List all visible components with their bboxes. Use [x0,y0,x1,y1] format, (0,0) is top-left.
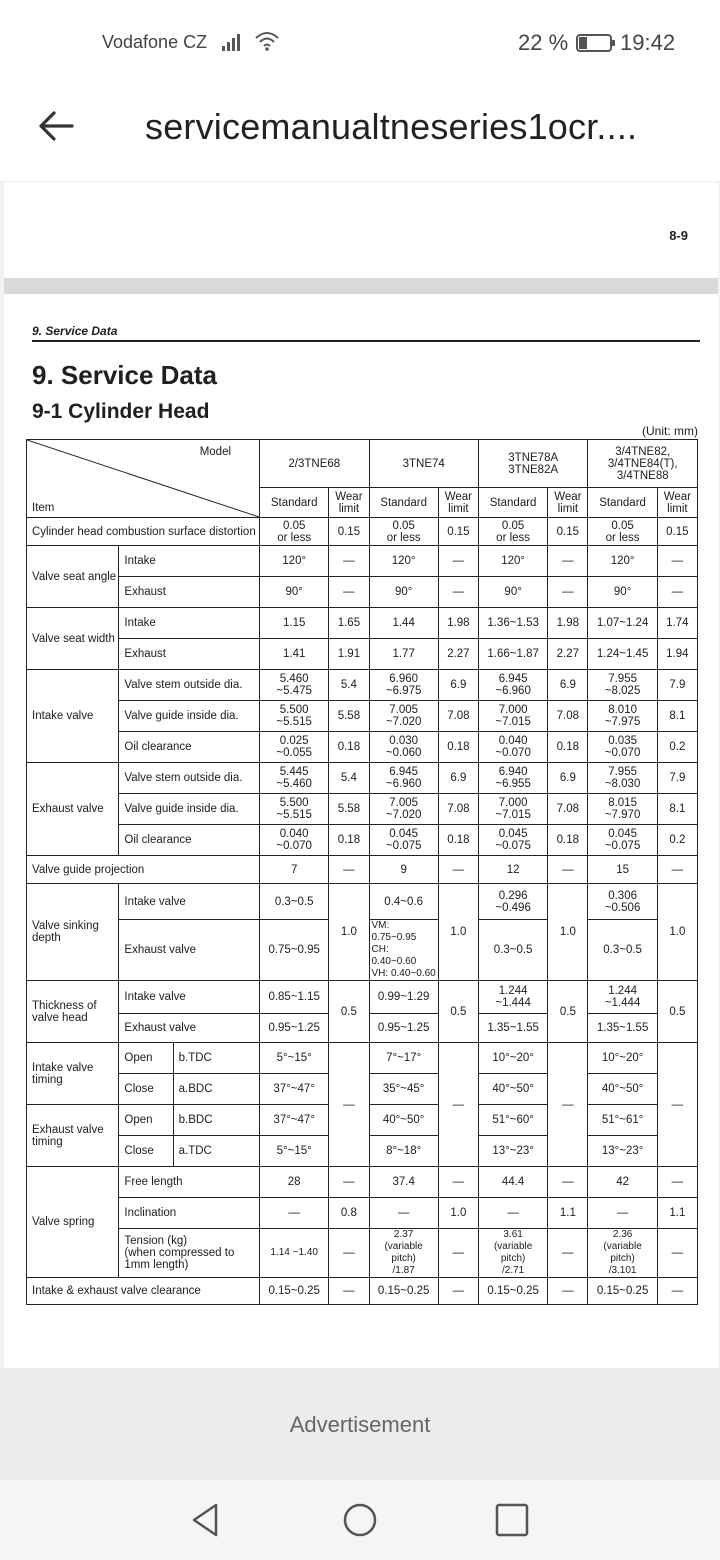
value-cell: 37.4 [369,1167,438,1198]
row-label: Inclination [119,1198,260,1229]
value-cell: — [438,1278,478,1305]
value-cell: 7.005 ~7.020 [369,794,438,825]
value-cell: — [548,856,588,884]
value-cell: 0.3~0.5 [260,884,329,920]
value-cell: 7.000 ~7.015 [478,701,547,732]
clock: 19:42 [620,30,676,55]
row-label: Intake [119,608,260,639]
row-label: Intake & exhaust valve clearance [27,1278,260,1305]
value-cell: 120° [478,546,547,577]
value-cell: 7°~17° [369,1043,438,1074]
value-cell: 1.15 [260,608,329,639]
row-group-label: Exhaust valve [27,763,119,856]
row-label: Intake valve [119,981,260,1014]
value-cell: 0.85~1.15 [260,981,329,1014]
row-label: Close [119,1136,173,1167]
value-cell: 1.0 [438,1198,478,1229]
row-group-label: Exhaust valve timing [27,1105,119,1167]
previous-page [4,182,718,278]
model-label: Model [199,446,232,458]
value-cell: 1.66~1.87 [478,639,547,670]
value-cell: 1.44 [369,608,438,639]
value-cell: 8.1 [657,794,697,825]
value-cell: — [329,1278,369,1305]
back-arrow-icon[interactable] [36,106,76,146]
value-cell: 10°~20° [478,1043,547,1074]
value-cell: 5.500 ~5.515 [260,794,329,825]
value-cell: 1.14 ~1.40 [260,1229,329,1278]
value-cell: 0.95~1.25 [260,1014,329,1043]
value-cell: 5.4 [329,763,369,794]
value-cell: 3.61 (variable pitch) /2.71 [478,1229,547,1278]
value-cell: 90° [588,577,657,608]
value-cell: 13°~23° [478,1136,547,1167]
advertisement-area[interactable] [0,1368,720,1480]
value-cell: 0.4~0.6 [369,884,438,920]
value-cell: 35°~45° [369,1074,438,1105]
row-group-label: Intake valve timing [27,1043,119,1105]
value-cell: 44.4 [478,1167,547,1198]
signal-icon [222,33,244,51]
value-cell: — [438,1043,478,1167]
wifi-icon [254,30,280,52]
value-cell: 1.244 ~1.444 [588,981,657,1014]
value-cell: 1.1 [657,1198,697,1229]
row-group-label: Valve seat width [27,608,119,670]
cylinder-head-spec-table [26,439,698,1305]
model-header: 2/3TNE68 [260,440,369,488]
row-label: Open [119,1105,173,1136]
value-cell: 1.0 [329,884,369,981]
value-cell: 0.035 ~0.070 [588,732,657,763]
value-cell: 1.77 [369,639,438,670]
value-cell: 90° [260,577,329,608]
value-cell: 37°~47° [260,1105,329,1136]
row-label: Oil clearance [119,732,260,763]
value-cell: 0.15~0.25 [478,1278,547,1305]
value-cell: 0.045 ~0.075 [369,825,438,856]
back-icon[interactable] [186,1500,226,1540]
value-cell: 7.08 [548,794,588,825]
value-cell: 7.9 [657,763,697,794]
value-cell: 0.05 or less [260,518,329,546]
row-group-label: Valve spring [27,1167,119,1278]
system-navigation-bar [0,1480,720,1560]
value-cell: 1.0 [548,884,588,981]
model-header: 3TNE74 [369,440,478,488]
value-cell: 0.306 ~0.506 [588,884,657,920]
standard-header: Standard [369,488,438,518]
row-label: Cylinder head combustion surface distortion [27,518,260,546]
wear-limit-header: Wear limit [438,488,478,518]
value-cell: 5.445 ~5.460 [260,763,329,794]
value-cell: 5.58 [329,794,369,825]
value-cell: 0.15~0.25 [588,1278,657,1305]
value-cell: 5.4 [329,670,369,701]
item-label: Item [32,502,55,514]
advertisement-label: Advertisement [289,1412,431,1437]
row-label: Exhaust [119,639,260,670]
row-label: Valve stem outside dia. [119,670,260,701]
value-cell: 7.08 [438,794,478,825]
value-cell: 2.27 [438,639,478,670]
value-cell: — [657,1229,697,1278]
value-cell: 1.244 ~1.444 [478,981,547,1014]
value-cell: — [548,546,588,577]
value-cell: 6.960 ~6.975 [369,670,438,701]
value-cell: 8°~18° [369,1136,438,1167]
row-label: Intake [119,546,260,577]
value-cell: 1.36~1.53 [478,608,547,639]
value-cell: 0.2 [657,825,697,856]
row-group-label: Valve sinking depth [27,884,119,981]
value-cell: 0.15 [657,518,697,546]
row-group-label: Intake valve [27,670,119,763]
value-cell: 0.8 [329,1198,369,1229]
value-cell: 0.3~0.5 [478,920,547,981]
value-cell: 10°~20° [588,1043,657,1074]
value-cell: — [329,577,369,608]
value-cell: 0.15 [548,518,588,546]
value-cell: 0.15 [329,518,369,546]
value-cell: 8.1 [657,701,697,732]
value-cell: 6.9 [548,670,588,701]
value-cell: 28 [260,1167,329,1198]
value-cell: — [478,1198,547,1229]
row-label: Exhaust valve [119,1014,260,1043]
value-cell: 1.74 [657,608,697,639]
value-cell: 1.98 [548,608,588,639]
value-cell: — [369,1198,438,1229]
row-ref-label: a.BDC [173,1074,259,1105]
value-cell: 1.07~1.24 [588,608,657,639]
value-cell: 6.9 [438,763,478,794]
value-cell: — [260,1198,329,1229]
value-cell: — [329,856,369,884]
wear-limit-header: Wear limit [329,488,369,518]
standard-header: Standard [588,488,657,518]
value-cell: — [657,546,697,577]
row-label: Valve guide inside dia. [119,794,260,825]
value-cell: 0.95~1.25 [369,1014,438,1043]
value-cell: 0.05 or less [588,518,657,546]
row-group-label: Valve seat angle [27,546,119,608]
row-label: Oil clearance [119,825,260,856]
value-cell: 2.27 [548,639,588,670]
document-title: servicemanualtneseries1ocr.... [145,106,638,147]
value-cell: — [657,1043,697,1167]
value-cell: 1.35~1.55 [478,1014,547,1043]
row-ref-label: a.TDC [173,1136,259,1167]
value-cell: 1.94 [657,639,697,670]
value-cell: — [548,1229,588,1278]
unit-note: (Unit: mm) [642,424,698,438]
value-cell: 1.41 [260,639,329,670]
value-cell: 0.5 [657,981,697,1043]
value-cell: 2.37 (variable pitch) /1.87 [369,1229,438,1278]
row-label: Exhaust valve [119,920,260,981]
value-cell: 6.945 ~6.960 [369,763,438,794]
value-cell: 15 [588,856,657,884]
carrier-name: Vodafone CZ [102,32,208,52]
running-head: 9. Service Data [32,324,700,342]
value-cell: — [329,546,369,577]
value-cell: 5.58 [329,701,369,732]
value-cell: 0.040 ~0.070 [478,732,547,763]
value-cell: 5.500 ~5.515 [260,701,329,732]
row-ref-label: b.BDC [173,1105,259,1136]
value-cell: 7.000 ~7.015 [478,794,547,825]
row-group-label: Thickness of valve head [27,981,119,1043]
value-cell: — [329,1043,369,1167]
value-cell: 120° [588,546,657,577]
standard-header: Standard [478,488,547,518]
value-cell: 0.030 ~0.060 [369,732,438,763]
row-label: Valve stem outside dia. [119,763,260,794]
model-header: 3/4TNE82, 3/4TNE84(T), 3/4TNE88 [588,440,698,488]
value-cell: 0.045 ~0.075 [588,825,657,856]
value-cell: 7 [260,856,329,884]
value-cell: 0.15~0.25 [260,1278,329,1305]
value-cell: 5°~15° [260,1136,329,1167]
row-label: Valve guide inside dia. [119,701,260,732]
value-cell: 1.35~1.55 [588,1014,657,1043]
value-cell: 90° [369,577,438,608]
section-title: 9. Service Data [32,360,218,390]
value-cell: 0.15 [438,518,478,546]
value-cell: 0.99~1.29 [369,981,438,1014]
value-cell: — [657,1278,697,1305]
battery-icon [576,34,616,52]
value-cell: 1.98 [438,608,478,639]
value-cell: 40°~50° [478,1074,547,1105]
value-cell: — [438,1167,478,1198]
value-cell: 42 [588,1167,657,1198]
value-cell: 7.08 [438,701,478,732]
value-cell: 9 [369,856,438,884]
value-cell: — [329,1229,369,1278]
value-cell: 1.91 [329,639,369,670]
subsection-title: 9-1 Cylinder Head [32,400,210,423]
value-cell: — [548,1278,588,1305]
row-label: Free length [119,1167,260,1198]
value-cell: 120° [369,546,438,577]
value-cell: 0.040 ~0.070 [260,825,329,856]
value-cell: 1.0 [657,884,697,981]
value-cell: 51°~60° [478,1105,547,1136]
value-cell: 0.18 [329,825,369,856]
value-cell: 5.460 ~5.475 [260,670,329,701]
value-cell: 8.015 ~7.970 [588,794,657,825]
value-cell: 7.08 [548,701,588,732]
value-cell: 1.1 [548,1198,588,1229]
recents-icon[interactable] [492,1500,532,1540]
value-cell: 0.5 [438,981,478,1043]
value-cell: 1.0 [438,884,478,981]
value-cell: — [657,856,697,884]
value-cell: 0.75~0.95 [260,920,329,981]
value-cell: — [657,577,697,608]
value-cell: 13°~23° [588,1136,657,1167]
value-cell: — [588,1198,657,1229]
wear-limit-header: Wear limit [548,488,588,518]
value-cell: 6.9 [438,670,478,701]
value-cell: — [329,1167,369,1198]
row-label: Tension (kg) (when compressed to 1mm length) [119,1229,260,1278]
row-label: Open [119,1043,173,1074]
row-label: Valve guide projection [27,856,260,884]
value-cell: 0.15~0.25 [369,1278,438,1305]
row-label: Close [119,1074,173,1105]
value-cell: 0.18 [438,825,478,856]
page-separator [4,278,718,294]
value-cell: 0.18 [438,732,478,763]
page-number: 8-9 [669,228,688,243]
home-icon[interactable] [340,1500,380,1540]
value-cell: — [438,577,478,608]
value-cell: 1.24~1.45 [588,639,657,670]
value-cell: 0.3~0.5 [588,920,657,981]
value-cell: — [657,1167,697,1198]
model-header: 3TNE78A 3TNE82A [478,440,587,488]
value-cell: — [438,1229,478,1278]
value-cell: 2.36 (variable pitch) /3.101 [588,1229,657,1278]
value-cell: 40°~50° [588,1074,657,1105]
value-cell: 7.005 ~7.020 [369,701,438,732]
value-cell: 6.945 ~6.960 [478,670,547,701]
value-cell: 0.296 ~0.496 [478,884,547,920]
value-cell: — [548,1043,588,1167]
value-cell: 40°~50° [369,1105,438,1136]
value-cell: 6.9 [548,763,588,794]
standard-header: Standard [260,488,329,518]
document-viewport[interactable] [0,182,720,1368]
value-cell: 120° [260,546,329,577]
table-corner-cell [27,440,260,518]
wear-limit-header: Wear limit [657,488,697,518]
value-cell: 8.010 ~7.975 [588,701,657,732]
value-cell: 7.955 ~8.025 [588,670,657,701]
value-cell: 0.5 [548,981,588,1043]
value-cell: 7.9 [657,670,697,701]
value-cell: 0.045 ~0.075 [478,825,547,856]
value-cell: 51°~61° [588,1105,657,1136]
value-cell: 0.18 [548,732,588,763]
value-cell: 5°~15° [260,1043,329,1074]
app-bar [0,84,720,182]
value-cell: 7.955 ~8.030 [588,763,657,794]
value-cell: — [438,546,478,577]
value-cell: 0.025 ~0.055 [260,732,329,763]
value-cell: 0.5 [329,981,369,1043]
value-cell: 12 [478,856,547,884]
status-bar [0,0,720,84]
value-cell: — [548,1167,588,1198]
value-cell: 0.18 [548,825,588,856]
document-page [4,294,718,1368]
value-cell: — [438,856,478,884]
value-cell: 0.05 or less [478,518,547,546]
value-cell: 6.940 ~6.955 [478,763,547,794]
value-cell: 1.65 [329,608,369,639]
row-label: Intake valve [119,884,260,920]
value-cell: 0.18 [329,732,369,763]
row-ref-label: b.TDC [173,1043,259,1074]
value-cell: VM: 0.75~0.95 CH: 0.40~0.60 VH: 0.40~0.60 [369,920,438,981]
row-label: Exhaust [119,577,260,608]
value-cell: — [548,577,588,608]
value-cell: 37°~47° [260,1074,329,1105]
battery-percent: 22 % [518,30,569,55]
value-cell: 90° [478,577,547,608]
value-cell: 0.2 [657,732,697,763]
value-cell: 0.05 or less [369,518,438,546]
